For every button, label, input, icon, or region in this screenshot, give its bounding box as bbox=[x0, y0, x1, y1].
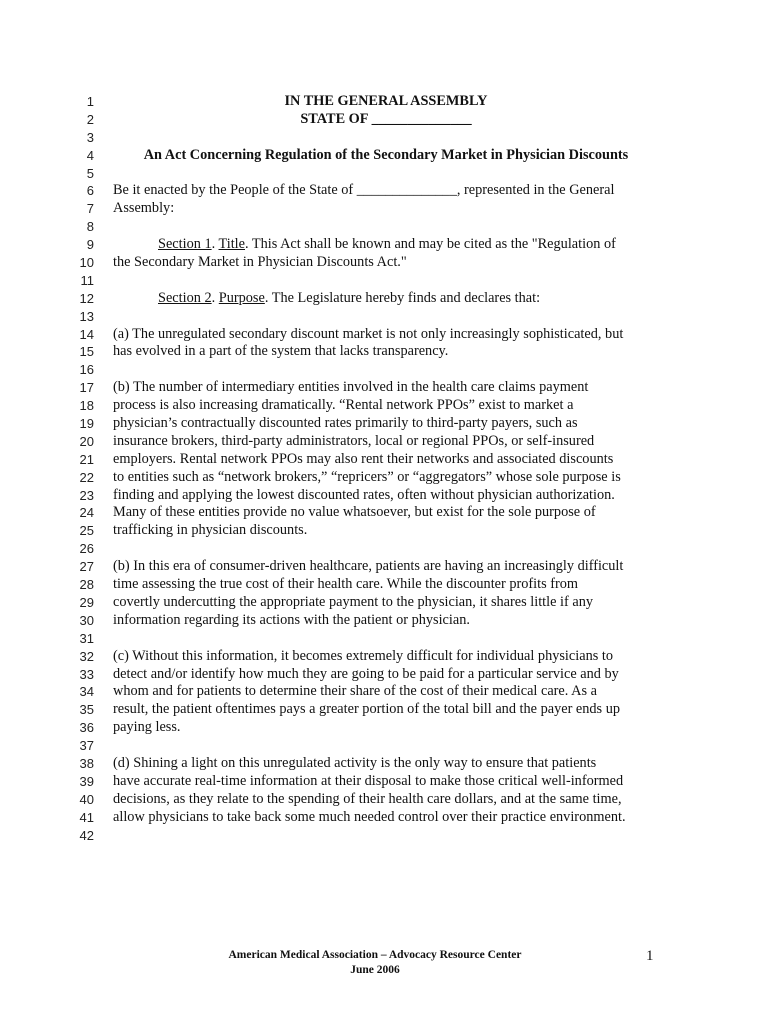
line-number: 39 bbox=[79, 773, 94, 789]
line-number: 17 bbox=[79, 380, 94, 396]
line-number: 26 bbox=[79, 541, 94, 557]
paragraph-b-line: trafficking in physician discounts. bbox=[113, 522, 308, 539]
paragraph-b2-line: covertly undercutting the appropriate payment to the physician, it shares little if any bbox=[113, 593, 593, 610]
line-number: 12 bbox=[79, 290, 94, 306]
line-number: 41 bbox=[79, 809, 94, 825]
line-number: 29 bbox=[79, 594, 94, 610]
line-number: 4 bbox=[86, 147, 94, 163]
section-1-heading: Title bbox=[218, 236, 245, 253]
bill-content bbox=[113, 93, 659, 844]
line-number: 24 bbox=[79, 505, 94, 521]
section-2-heading: Purpose bbox=[218, 289, 265, 306]
enactment-line: Be it enacted by the People of the State of ______________, represented in the General bbox=[113, 182, 615, 199]
line-number: 27 bbox=[79, 559, 94, 575]
paragraph-b-line: employers. Rental network PPOs may also rent their networks and associated discounts bbox=[113, 450, 614, 467]
enactment-line: Assembly: bbox=[113, 200, 175, 217]
paragraph-b2-line: information regarding its actions with the patient or physician. bbox=[113, 611, 470, 628]
assembly-heading: IN THE GENERAL ASSEMBLY bbox=[284, 93, 488, 109]
line-number: 38 bbox=[79, 755, 94, 771]
line-number: 31 bbox=[79, 630, 94, 646]
line-number: 5 bbox=[86, 165, 94, 181]
paragraph-b-line: to entities such as “network brokers,” “repricers” or “aggregators” whose sole purpose is bbox=[113, 468, 621, 485]
line-number: 25 bbox=[79, 523, 94, 539]
act-title: An Act Concerning Regulation of the Secondary Market in Physician Discounts bbox=[143, 146, 629, 163]
paragraph-d-line: allow physicians to take back some much needed control over their practice environment. bbox=[113, 808, 626, 825]
page-footer bbox=[180, 948, 570, 978]
line-number: 22 bbox=[79, 469, 94, 485]
line-number: 23 bbox=[79, 487, 94, 503]
paragraph-b-line: process is also increasing dramatically. “Rental network PPOs” exist to market a bbox=[113, 397, 574, 414]
line-number: 35 bbox=[79, 702, 94, 718]
line-number: 42 bbox=[79, 827, 94, 843]
line-number: 16 bbox=[79, 362, 94, 378]
line-number: 14 bbox=[79, 326, 94, 342]
line-number: 9 bbox=[86, 237, 94, 253]
line-number: 3 bbox=[86, 129, 94, 145]
line-number: 20 bbox=[79, 433, 94, 449]
section-2-line: Section 2. Purpose. The Legislature hereby finds and declares that: bbox=[158, 289, 541, 306]
paragraph-a-line: (a) The unregulated secondary discount market is not only increasingly sophisticated, but bbox=[113, 325, 624, 342]
section-1-line: the Secondary Market in Physician Discounts Act." bbox=[113, 254, 407, 271]
line-number: 33 bbox=[79, 666, 94, 682]
line-numbers bbox=[62, 93, 94, 844]
footer-date: June 2006 bbox=[350, 964, 400, 976]
paragraph-c-line: result, the patient oftentimes pays a greater portion of the total bill and the payer ends up bbox=[113, 701, 620, 718]
paragraph-b-line: (b) The number of intermediary entities involved in the health care claims payment bbox=[113, 379, 589, 396]
paragraph-d-line: decisions, as they relate to the spending of their health care dollars, and at the same time, bbox=[113, 790, 622, 807]
paragraph-a-line: has evolved in a part of the system that lacks transparency. bbox=[113, 343, 449, 360]
line-number: 6 bbox=[86, 183, 94, 199]
footer-organization: American Medical Association – Advocacy Resource Center bbox=[228, 949, 522, 961]
section-1-text: . This Act shall be known and may be cited as the "Regulation of bbox=[245, 236, 616, 253]
page-number: 1 bbox=[646, 948, 654, 964]
paragraph-d-line: have accurate real-time information at their disposal to make those critical well-informed bbox=[113, 772, 624, 789]
state-heading: STATE OF ______________ bbox=[300, 110, 472, 127]
line-number: 10 bbox=[79, 255, 94, 271]
line-number: 37 bbox=[79, 738, 94, 754]
paragraph-b-line: finding and applying the lowest discounted rates, often without physician authorization. bbox=[113, 486, 615, 503]
line-number: 7 bbox=[86, 201, 94, 217]
paragraph-c-line: (c) Without this information, it becomes extremely difficult for individual physicians to bbox=[113, 647, 613, 664]
line-number: 11 bbox=[80, 272, 94, 288]
paragraph-c-line: detect and/or identify how much they are going to be paid for a particular service and by bbox=[113, 665, 619, 682]
line-number: 36 bbox=[79, 720, 94, 736]
paragraph-b-line: Many of these entities provide no value whatsoever, but exist for the sole purpose of bbox=[113, 504, 596, 521]
line-number: 8 bbox=[86, 219, 94, 235]
line-number: 28 bbox=[79, 577, 94, 593]
section-2-text: . The Legislature hereby finds and declares that: bbox=[264, 289, 541, 306]
paragraph-b2-line: (b) In this era of consumer-driven healthcare, patients are having an increasingly difficult bbox=[113, 558, 624, 575]
line-number: 30 bbox=[79, 612, 94, 628]
line-number: 1 bbox=[86, 94, 94, 109]
section-2-number: Section 2 bbox=[158, 289, 212, 306]
paragraph-d-line: (d) Shining a light on this unregulated activity is the only way to ensure that patients bbox=[113, 754, 597, 771]
line-number: 34 bbox=[79, 684, 94, 700]
paragraph-b-line: insurance brokers, third-party administrators, local or regional PPOs, or self-insured bbox=[113, 432, 595, 449]
paragraph-b-line: physician’s contractually discounted rates primarily to third-party payers, such as bbox=[113, 415, 578, 432]
line-number: 32 bbox=[79, 648, 94, 664]
line-number: 40 bbox=[79, 791, 94, 807]
line-number: 19 bbox=[79, 416, 94, 432]
section-1-line: Section 1. Title. This Act shall be known and may be cited as the "Regulation of bbox=[158, 236, 616, 253]
line-number: 13 bbox=[79, 308, 94, 324]
line-number: 18 bbox=[79, 398, 94, 414]
paragraph-c-line: paying less. bbox=[113, 719, 181, 736]
line-number: 2 bbox=[86, 111, 94, 127]
paragraph-c-line: whom and for patients to determine their share of the cost of their medical care. As a bbox=[113, 683, 597, 700]
line-number: 21 bbox=[79, 451, 94, 467]
section-1-number: Section 1 bbox=[158, 236, 212, 253]
paragraph-b2-line: time assessing the true cost of their health care. While the discounter profits from bbox=[113, 576, 579, 593]
line-number: 15 bbox=[79, 344, 94, 360]
